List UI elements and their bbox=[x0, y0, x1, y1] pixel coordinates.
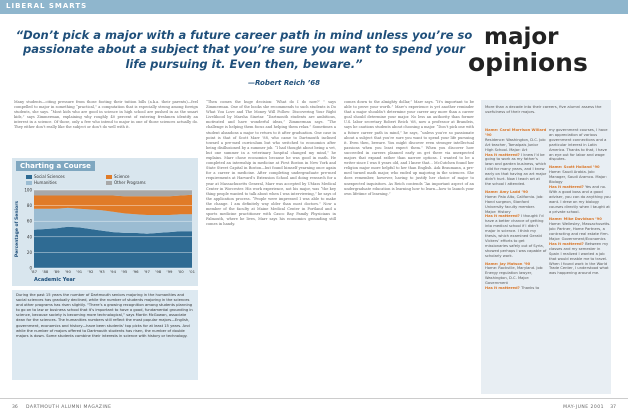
x-tick-label: ’93 bbox=[98, 269, 105, 274]
alumni-profile bbox=[485, 262, 547, 291]
y-tick-label: 80 bbox=[26, 203, 32, 209]
y-axis-label: Percentage of Seniors bbox=[15, 200, 20, 258]
alumni-answer bbox=[549, 242, 611, 276]
x-tick-label: ’90 bbox=[64, 269, 71, 274]
alumni-info: Home: Wellesley, Massachusetts. Job: Partner, Home Partners, a contracting and real estate firm. Major: Government/Economics bbox=[549, 222, 611, 242]
y-tick-label: 60 bbox=[26, 218, 32, 224]
alumni-answer bbox=[549, 185, 611, 214]
alumni-answer bbox=[485, 153, 547, 187]
y-tick-label: 0 bbox=[29, 265, 32, 271]
x-tick-label: ’94 bbox=[109, 269, 117, 274]
alumni-profile bbox=[549, 217, 611, 276]
y-tick-label: 20 bbox=[26, 249, 32, 255]
legend-label: Other Programs bbox=[114, 180, 146, 185]
x-tick-label: ’98 bbox=[155, 269, 162, 274]
legend-label: Social Sciences bbox=[34, 174, 65, 179]
x-tick-label: ’01 bbox=[188, 269, 196, 274]
sidebar-intro: More than a decade into their careers, five alumni assess the usefulness of their majors. bbox=[485, 104, 602, 114]
legend-swatch bbox=[26, 181, 32, 185]
publication-name: DARTMOUTH ALUMNI MAGAZINE bbox=[26, 405, 112, 410]
chart-caption: During the past 15 years the number of Dartmouth seniors majoring in the humanities and social sciences has gradually declined, while the number of students majoring in the sciences and other programs has risen slightly. “There’s a growing recognition among students planning to go on to law or business school that it’s important to have a good, fundamental grounding in science, because society is becoming more technological,” says Martin McGowan, associate dean for the sciences. The humanities numbers still reflect the most popular majors—English, government, economics and history—have been students’ top picks for at least 15 years. And while the number of majors offered to Dartmouth students has risen, the number of double majors is down. Some students combine their interests in science with history or technology. bbox=[12, 290, 198, 380]
alumni-answer-text: my government courses, I have an appreciation of various government connections and a particular interest in Latin America. Thanks to that, I have an eye out for labor and wage disputes. bbox=[549, 128, 608, 162]
alumni-question: Has it mattered? bbox=[549, 241, 586, 246]
alumni-name: Name: Amy Ladd ’90 bbox=[485, 189, 528, 194]
x-tick-label: ’91 bbox=[76, 269, 83, 274]
headline-opinions: opinions bbox=[468, 48, 588, 77]
headline-major-text: major bbox=[484, 24, 559, 50]
alumni-profile bbox=[549, 128, 611, 162]
y-tick-label: 100 bbox=[24, 187, 32, 193]
x-tick-label: ’97 bbox=[143, 269, 150, 274]
x-tick-label: ’95 bbox=[121, 269, 128, 274]
chart-plot bbox=[12, 186, 198, 286]
alumni-question: Has it mattered? bbox=[485, 214, 522, 219]
col2-paragraph: “Then comes the huge decision: ‘What do I do now?’ ” says Zimmerman. One of the books she recommends to such students is Do What You Love and The Money Will Follow: Discovering Your Right Livelihood by Marsha Sinetar. “Dartmouth students are ambitious, motivated and have wonderful ideas,” Zimmerman says. “The challenge is helping them focus and helping them relax.” Sometimes a student abandons a major to return to it after graduation. One case in point is that of Scott Marr ’88, who came to Dartmouth inclined toward a pre-med curriculum but who switched to economics after being disillusioned by a summer job. “I had thought about being a vet, but one summer in a veterinary hospital changed my mind,” he explains. Marr chose economics because he was good in math. He completed an internship in medicine at First Boston in New York and State Street Capital in Boston—but found himself yearning once again for a career in medicine. After completing undergraduate pre-med requirements at Harvard’s Extension School and doing research for a year at Massachusetts General, Marr was accepted by UMass Medical Center in Worcester. His work experience, not his major, was “the key thing people wanted to talk about when I was interviewing,” he says of the application process. “People were impressed I was able to make the change. I am definitely way older than most doctors.” Now a member of the faculty at Maine Medical Center in Portland and a sports medicine practitioner with Casco Bay Family Physicians in Falmouth, where he lives, Marr says his economics grounding still comes in handy. bbox=[206, 100, 336, 227]
chart-title: Charting a Course bbox=[16, 161, 95, 171]
x-tick-label: ’99 bbox=[166, 269, 173, 274]
alumni-name: Name: Jay Matson ’90 bbox=[485, 261, 531, 266]
legend-item-science bbox=[106, 174, 130, 179]
pull-quote: “Don’t pick a major with a future career path in mind unless you’re so passionate about a subject that you’re sure you want to spend your life pursuing it. Even then, beware.” bbox=[15, 28, 473, 71]
y-tick-label: 40 bbox=[26, 234, 32, 240]
page-number-right: 37 bbox=[610, 405, 616, 410]
quote-attribution: —Robert Reich ’68 bbox=[247, 79, 320, 87]
sidebar-column-1 bbox=[485, 128, 547, 392]
page-footer bbox=[0, 398, 628, 420]
alumni-profile bbox=[485, 190, 547, 259]
alumni-answer-text: I thought I’d have a better chance of getting into medical school if I didn’t major in science. I think my thesis, which examined Gerald Vickers’ efforts to get missionaries safely out of Syria, showed perhaps I was capable of scholarly work. bbox=[485, 214, 547, 258]
alumni-profile bbox=[549, 165, 611, 214]
alumni-answer bbox=[549, 128, 611, 162]
alumni-info: Residence: Washington, D.C. Job: Art teacher, Tamalpais Junior High School. Major: Art bbox=[485, 137, 547, 152]
alumni-answer-text: Yes and no. With a good boss and a good adviser, you can do anything you want. I drew on my biology courses directly when I taught at a private school. bbox=[549, 184, 611, 214]
x-tick-label: ’00 bbox=[177, 269, 184, 274]
sidebar-column-2 bbox=[549, 128, 611, 392]
x-tick-label: ’92 bbox=[87, 269, 94, 274]
alumni-name: Name: Scott Holland ’90 bbox=[549, 165, 600, 170]
alumni-answer bbox=[485, 286, 547, 291]
section-label: LIBERAL SMARTS bbox=[6, 2, 88, 10]
alumni-question: Has it mattered? bbox=[485, 152, 522, 157]
x-tick-label: ’89 bbox=[53, 269, 60, 274]
alumni-answer-text: I knew I’d be going to work as my father’s lawn and garden business, which I did for many years, and I knew early on that having an art major didn’t hurt. Now I teach art at the school I attended. bbox=[485, 152, 547, 186]
legend-swatch bbox=[106, 175, 112, 179]
alumni-name: Name: Carol Morrison Willard ’90 bbox=[485, 128, 547, 137]
alumni-profile bbox=[485, 128, 547, 187]
alumni-answer bbox=[485, 214, 547, 258]
alumni-name: Name: Mike Davidson ’90 bbox=[549, 217, 602, 222]
x-axis-label: Academic Year bbox=[34, 277, 76, 283]
alumni-question: Has it mattered? bbox=[485, 286, 522, 291]
legend-swatch bbox=[26, 175, 32, 179]
area-series-social-sciences bbox=[34, 227, 192, 268]
legend-swatch bbox=[106, 181, 112, 185]
legend-label: Science bbox=[114, 174, 130, 179]
alumni-answer-text: Between my classes and my semester in Spain I realized I wanted a job that would enable me to travel. When I found work in the World Trade Center, I understood what was happening around me. bbox=[549, 241, 609, 276]
body-column-1 bbox=[14, 100, 198, 156]
legend-item-other bbox=[106, 180, 146, 185]
headline-major bbox=[484, 26, 559, 49]
section-band bbox=[0, 0, 628, 14]
col3-paragraph: comes down to the almighty dollar,” Marr says. “It’s important to be able to prove your worth.” Marr’s experience is yet another reminder that a major shouldn’t determine your career any more than a career goal should determine your major. No less an authority than former U.S. labor secretary Robert Reich ’68, now a professor at Brandeis, says he cautions students about choosing a major. “Don’t pick one with a future career path in mind,” he says, “unless you’re so passionate about a subject that you’re sure you want to spend your life pursuing it. Even then, beware. You might discover even stronger intellectual passions when you least expect them.” When you discover how succeeded in careers planned early on get there via unexpected majors that expand rather than narrow options. I wanted to be a writer since I was 8 years old, and I knew that... McCutchen found her religion major more helpful to her than English. Ask Braumann, a pre-med turned math major, who ended up majoring in the sciences. She does remember, however, having to justify her choice of major to unexpected inquisitors. As Reich contends “An important aspect of an undergraduate education is learning how to learn—how to launch your own lifetime of learning.” bbox=[344, 100, 474, 196]
x-tick-label: ’96 bbox=[132, 269, 139, 274]
body-column-3 bbox=[344, 100, 474, 390]
page-number-left: 36 bbox=[12, 405, 18, 410]
legend-label: Humanities bbox=[34, 180, 57, 185]
legend-item-social bbox=[26, 174, 65, 179]
alumni-info: Home: Palo Alto, California. Job: Hand surgeon, Stanford University faculty member. Major: History bbox=[485, 194, 544, 214]
col1-paragraph: Many students—citing pressure from those footing their tuition bills (a.k.a. their parents)—feel compelled to major in something “practical,” a computation that is especially strong among foreign students, she says. “Most kids who are good in science in high school are pushed in as the smart kids,” says Zimmerman, explaining why roughly 40 percent of entering freshmen identify an interest in a science. Of those, only a few who intend to major in one of those sciences actually do. They either don’t really like the subject or don’t do well with it. bbox=[14, 100, 198, 130]
x-tick-label: ’88 bbox=[42, 269, 49, 274]
alumni-answer-text: Thanks to bbox=[521, 286, 540, 291]
alumni-info: Home: Saudi Arabia. Job: Manager, Saudi Aramco. Major: Biology bbox=[549, 170, 607, 185]
issue-date: MAY-JUNE 2001 bbox=[563, 405, 604, 410]
legend-item-humanities bbox=[26, 180, 57, 185]
x-tick-label: ’87 bbox=[30, 269, 38, 274]
area-series-other-programs bbox=[34, 190, 192, 196]
alumni-info: Home: Rockville, Maryland. Job: Energy regulation lawyer, Washington, D.C. Major: Government bbox=[485, 266, 544, 286]
alumni-question: Has it mattered? bbox=[549, 184, 586, 189]
body-column-2 bbox=[206, 100, 336, 390]
